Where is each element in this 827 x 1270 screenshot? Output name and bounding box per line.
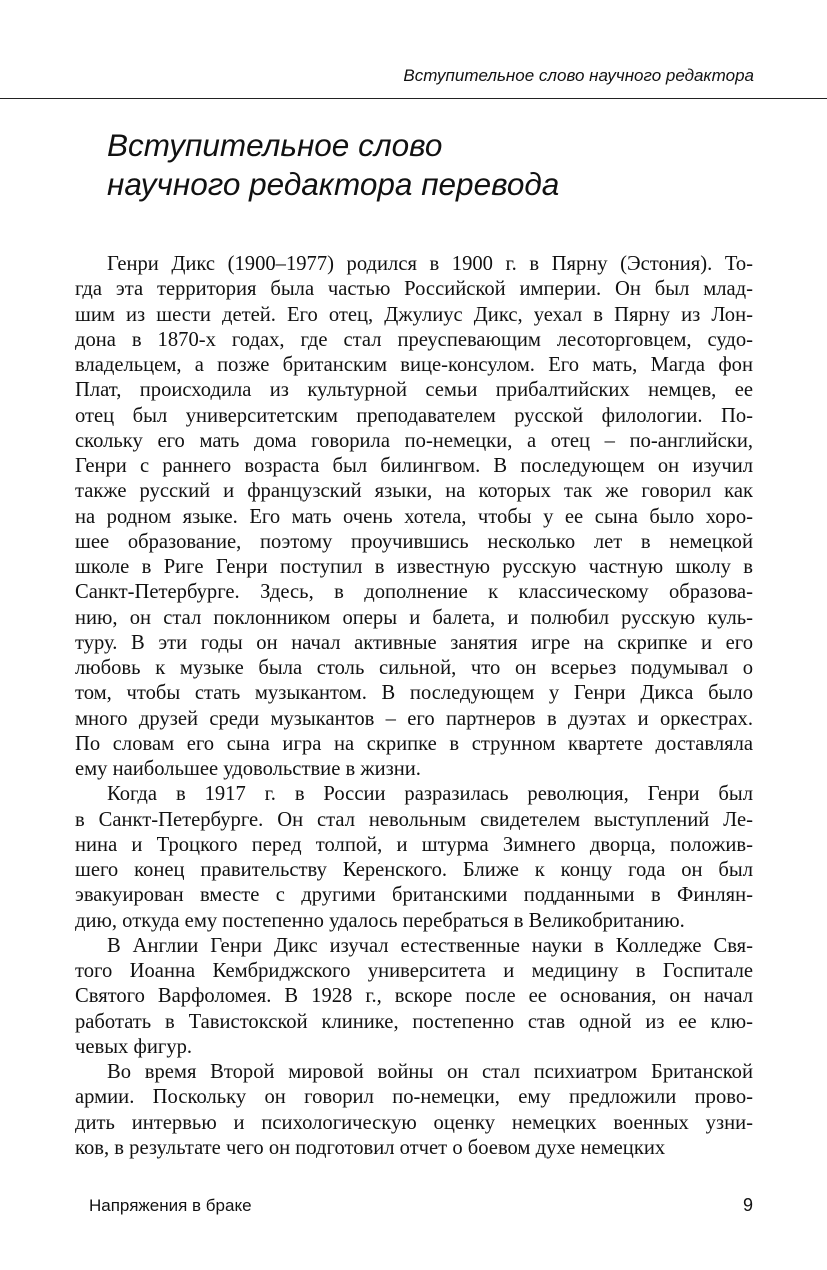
text-line: много друзей среди музыкантов – его партнеров в дуэтах и оркестрах. (75, 707, 753, 730)
text-line: В Англии Генри Дикс изучал естественные науки в Колледже Свя- (107, 934, 753, 957)
footer-book-title: Напряжения в браке (89, 1196, 252, 1215)
text-line: дию, откуда ему постепенно удалось перебраться в Великобританию. (75, 909, 685, 932)
text-line: Санкт-Петербурге. Здесь, в дополнение к классическому образова- (75, 581, 753, 604)
text-line: также русский и французский языки, на которых так же говорил как (75, 480, 753, 503)
text-line: Когда в 1917 г. в России разразилась революция, Генри был (107, 783, 753, 806)
text-line: дить интервью и психологическую оценку немецких военных узни- (75, 1111, 753, 1134)
text-line: нию, он стал поклонником оперы и балета, и полюбил русскую куль- (75, 606, 753, 629)
text-line: владельцем, а позже британским вице-консулом. Его мать, Магда фон (75, 354, 753, 376)
text-line: эвакуирован вместе с другими британскими подданными в Финлян- (75, 884, 753, 907)
text-line: дона в 1870-х годах, где стал преуспевающим лесоторговцем, судо- (75, 328, 753, 351)
text-line: туру. В эти годы он начал активные занятия игре на скрипке и его (75, 631, 753, 654)
text-line: ему наибольшее удовольствие в жизни. (75, 758, 421, 780)
paragraph (75, 1060, 753, 1161)
text-line: армии. Поскольку он говорил по-немецки, ему предложили прово- (75, 1086, 753, 1109)
text-line: шего конец правительству Керенского. Ближе к концу года он был (75, 859, 753, 881)
text-line: шим из шести детей. Его отец, Джулиус Дикс, уехал в Пярну из Лон- (75, 303, 753, 326)
text-line: нина и Троцкого перед толпой, и штурма Зимнего дворца, положив- (75, 833, 753, 856)
text-line: ков, в результате чего он подготовил отчет о боевом духе немецких (75, 1136, 666, 1159)
text-line: гда эта территория была частью Российской империи. Он был млад- (75, 278, 753, 301)
paragraph (75, 252, 753, 782)
text-line: Святого Варфоломея. В 1928 г., вскоре после ее основания, он начал (75, 985, 753, 1008)
text-line: школе в Риге Генри поступил в известную русскую частную школу в (75, 556, 753, 578)
text-line: По словам его сына игра на скрипке в струнном квартете доставляла (75, 732, 753, 755)
text-line: отец был университетским преподавателем русской филологии. По- (75, 404, 753, 427)
body-text (75, 252, 753, 1161)
text-line: того Иоанна Кембриджского университета и медицину в Госпитале (75, 960, 753, 982)
text-line: Генри с раннего возраста был билингвом. В последующем он изучил (75, 455, 753, 477)
text-line: Плат, происходила из культурной семьи прибалтийских немцев, ее (75, 379, 753, 402)
page-number: 9 (742, 1195, 753, 1215)
text-line: чевых фигур. (75, 1035, 193, 1058)
text-line: любовь к музыке была столь сильной, что он всерьез подумывал о (75, 657, 753, 679)
header-rule (0, 98, 827, 99)
text-line: работать в Тавистокской клинике, постепенно став одной из ее клю- (75, 1010, 753, 1033)
text-line: в Санкт-Петербурге. Он стал невольным свидетелем выступлений Ле- (75, 808, 753, 831)
chapter-title-line: Вступительное слово (107, 127, 443, 163)
text-line: Во время Второй мировой войны он стал психиатром Британской (107, 1061, 753, 1083)
running-head: Вступительное слово научного редактора (403, 66, 754, 85)
chapter-title (107, 126, 767, 204)
paragraph (75, 934, 753, 1060)
paragraph (75, 782, 753, 934)
text-line: скольку его мать дома говорила по-немецки, а отец – по-английски, (75, 429, 753, 452)
chapter-title-line: научного редактора перевода (107, 166, 560, 202)
text-line: шее образование, поэтому проучившись несколько лет в немецкой (75, 530, 753, 553)
text-line: Генри Дикс (1900–1977) родился в 1900 г. в Пярну (Эстония). То- (107, 253, 753, 275)
text-line: на родном языке. Его мать очень хотела, чтобы у ее сына было хоро- (75, 505, 753, 528)
text-line: том, чтобы стать музыкантом. В последующем у Генри Дикса было (75, 682, 753, 705)
